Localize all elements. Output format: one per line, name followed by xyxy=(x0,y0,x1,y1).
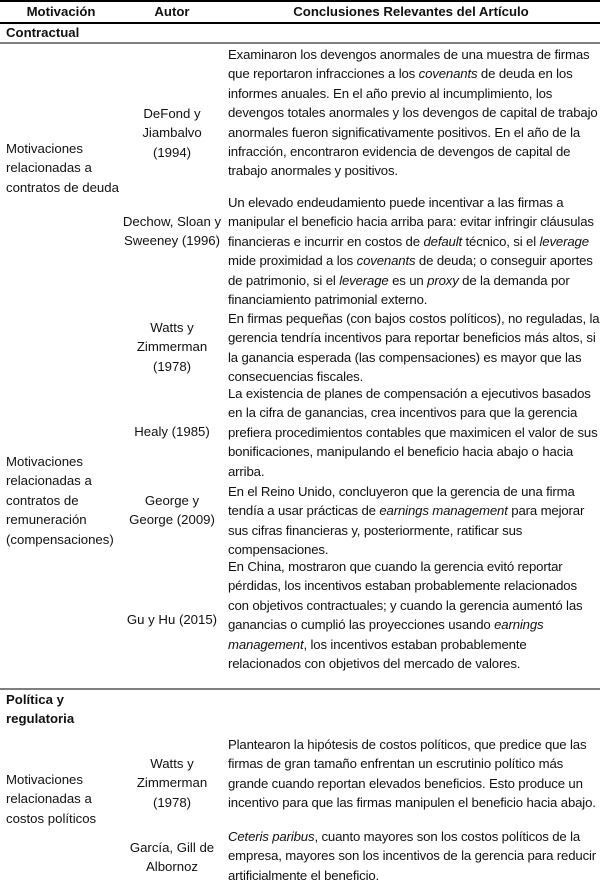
author-cell: DeFond y Jiambalvo (1994) xyxy=(142,106,202,160)
author-cell: Gu y Hu (2015) xyxy=(126,612,218,627)
italic-term: earnings management xyxy=(379,503,508,519)
text-run: En firmas pequeñas (con bajos costos políticos), no reguladas, la gerencia tendría incentivos para reportar beneficios más altos, si la ganancia esperada (las compensaciones) es mayor que las consecuencias fiscales. xyxy=(228,311,600,385)
header-conclusiones: Conclusiones Relevantes del Artículo xyxy=(293,4,529,19)
author-cell: Dechow, Sloan y Sweeney (1996) xyxy=(122,214,222,249)
conclusion-cell xyxy=(228,193,600,309)
author-cell: Healy (1985) xyxy=(134,424,210,439)
italic-term: Ceteris paribus xyxy=(228,829,315,844)
header-motivacion: Motivación xyxy=(26,4,96,19)
italic-term: covenants xyxy=(418,66,478,82)
text-run: técnico, si el xyxy=(462,233,540,249)
author-cell: George y George (2009) xyxy=(129,493,215,528)
text-run: En el Reino Unido, concluyeron que la gerencia de una firma tendía a usar prácticas de xyxy=(228,484,575,519)
table-header-row xyxy=(0,2,600,24)
text-run: Plantearon la hipótesis de costos políticos, que predice que las firmas de gran tamaño enfrentan un escrutinio político más grande cuando reportan elevados beneficios. Esto produce un incentivo para que las firmas manipulen el beneficio hacia abajo. xyxy=(228,737,596,811)
text-run: de la demanda por financiamiento patrimonial externo. xyxy=(228,272,570,308)
text-run: , los incentivos estaban probablemente relacionados con objetivos del mercado de valores. xyxy=(228,636,527,672)
text-run: , cuanto mayores son los costos políticos de la empresa, mayores son los incentivos de la gerencia para reducir artificialmente el beneficio. xyxy=(228,829,597,883)
section-title-politica: Política y regulatoria xyxy=(6,692,75,726)
text-run: de deuda en los informes anuales. En el año previo al incumplimiento, los devengos totales anormales y los devengos de capital de trabajo anormales fueron significativamente positivos. En el año de la infracción, encontraron evidencia de devengos de capital de trabajo anormales y positivos. xyxy=(228,66,598,179)
section-title-contractual: Contractual xyxy=(6,25,80,40)
conclusion-cell xyxy=(228,482,600,560)
conclusion-cell xyxy=(228,45,600,181)
italic-term: covenants xyxy=(356,253,416,269)
author-cell: García, Gill de Albornoz xyxy=(129,840,215,875)
italic-term: proxy xyxy=(427,272,459,288)
text-run: La existencia de planes de compensación a ejecutivos basados en la cifra de ganancias, crea incentivos para que la gerencia prefiera procedimientos contables que maximicen el valor de sus bonificaciones, manipulando el beneficio hacia abajo o hacia arriba. xyxy=(228,386,598,479)
conclusion-cell xyxy=(228,827,600,885)
italic-term: leverage xyxy=(339,272,389,288)
conclusion-cell xyxy=(228,735,600,813)
conclusion-cell xyxy=(228,557,600,673)
author-cell: Watts y Zimmerman (1978) xyxy=(136,320,208,374)
author-cell: Watts y Zimmerman (1978) xyxy=(136,756,208,810)
text-run: es un xyxy=(388,272,428,288)
conclusion-cell xyxy=(228,384,600,481)
italic-term: earnings management xyxy=(228,617,544,652)
text-run: Examinaron los devengos anormales de una muestra de firmas que reportaron infracciones a los xyxy=(228,47,590,82)
text-run: Un elevado endeudamiento puede incentivar a las firmas a manipular el beneficio hacia arriba para: evitar infringir cláusulas financieras e incurrir en costos de xyxy=(228,195,594,249)
motivation-debt-contracts: Motivaciones relacionadas a contratos de deuda xyxy=(6,141,119,195)
conclusion-cell xyxy=(228,309,600,387)
text-run: En China, mostraron que cuando la gerencia evitó reportar pérdidas, los incentivos estaban probablemente relacionados con objetivos contractuales; y cuando la gerencia aumentó las ganancias o cumplió las proyecciones usando xyxy=(228,559,583,633)
italic-term: leverage xyxy=(539,233,589,249)
motivation-remuneration-contracts: Motivaciones relacionadas a contratos de remuneración (compensaciones) xyxy=(6,454,114,547)
text-run: de deuda; o conseguir aportes de patrimonio, si el xyxy=(228,253,593,288)
text-run: para mejorar sus cifras financieras y, posteriormente, ratificar sus compensaciones. xyxy=(228,503,585,558)
section-rule xyxy=(0,42,600,44)
italic-term: default xyxy=(423,233,462,249)
header-autor: Autor xyxy=(154,4,190,19)
text-run: mide proximidad a los xyxy=(228,253,357,269)
motivation-political-costs: Motivaciones relacionadas a costos políticos xyxy=(6,772,97,826)
